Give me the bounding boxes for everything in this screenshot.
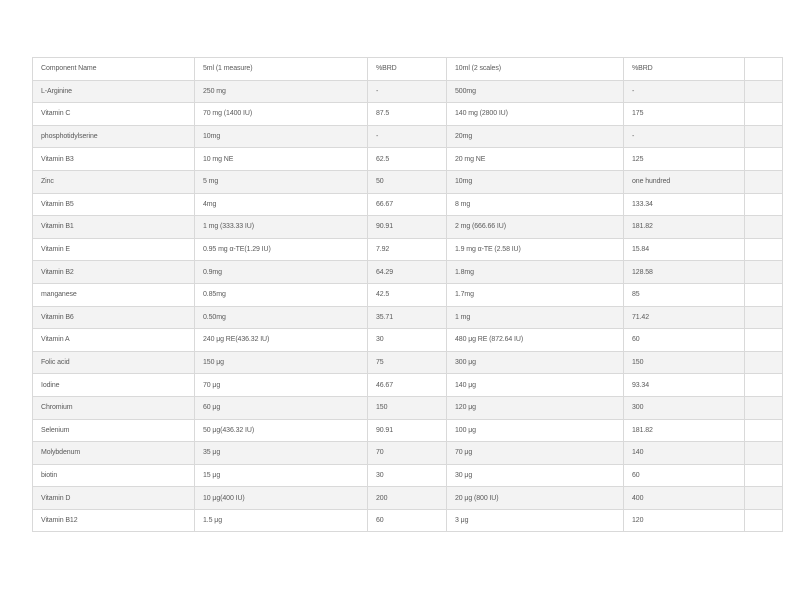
cell-amount-5ml: 35 μg — [195, 442, 368, 465]
table-row — [33, 487, 783, 510]
cell-component-name: Vitamin A — [33, 329, 195, 352]
table-row — [33, 283, 783, 306]
table-row — [33, 442, 783, 465]
cell-brd-5ml: 30 — [368, 329, 447, 352]
cell-amount-10ml: 10mg — [447, 170, 624, 193]
cell-amount-10ml: 500mg — [447, 80, 624, 103]
cell-brd-5ml: 30 — [368, 464, 447, 487]
cell-extra — [745, 329, 783, 352]
header-cell-amount-10ml: 10ml (2 scales) — [447, 58, 624, 81]
cell-brd-10ml: 120 — [624, 509, 745, 532]
cell-brd-10ml: 133.34 — [624, 193, 745, 216]
cell-amount-10ml: 300 μg — [447, 351, 624, 374]
cell-component-name: Zinc — [33, 170, 195, 193]
cell-component-name: Vitamin B3 — [33, 148, 195, 171]
cell-extra — [745, 283, 783, 306]
cell-brd-5ml: 35.71 — [368, 306, 447, 329]
cell-brd-5ml: - — [368, 125, 447, 148]
header-cell-extra — [745, 58, 783, 81]
cell-amount-10ml: 1.8mg — [447, 261, 624, 284]
header-cell-component-name: Component Name — [33, 58, 195, 81]
cell-extra — [745, 306, 783, 329]
header-cell-brd-10ml: %BRD — [624, 58, 745, 81]
nutrition-table-container — [32, 57, 782, 532]
table-row — [33, 148, 783, 171]
cell-amount-5ml: 250 mg — [195, 80, 368, 103]
cell-component-name: Vitamin B12 — [33, 509, 195, 532]
table-header-row — [33, 58, 783, 81]
cell-amount-5ml: 0.85mg — [195, 283, 368, 306]
cell-amount-10ml: 20 μg (800 IU) — [447, 487, 624, 510]
cell-amount-5ml: 150 μg — [195, 351, 368, 374]
cell-component-name: Molybdenum — [33, 442, 195, 465]
cell-brd-10ml: 128.58 — [624, 261, 745, 284]
cell-brd-5ml: 66.67 — [368, 193, 447, 216]
cell-brd-5ml: 70 — [368, 442, 447, 465]
table-row — [33, 464, 783, 487]
cell-brd-10ml: 181.82 — [624, 419, 745, 442]
header-cell-brd-5ml: %BRD — [368, 58, 447, 81]
cell-brd-10ml: 150 — [624, 351, 745, 374]
table-row — [33, 238, 783, 261]
cell-component-name: Chromium — [33, 396, 195, 419]
cell-amount-5ml: 15 μg — [195, 464, 368, 487]
cell-extra — [745, 103, 783, 126]
cell-component-name: Vitamin B5 — [33, 193, 195, 216]
cell-extra — [745, 193, 783, 216]
cell-brd-5ml: 62.5 — [368, 148, 447, 171]
cell-amount-10ml: 8 mg — [447, 193, 624, 216]
cell-amount-10ml: 120 μg — [447, 396, 624, 419]
cell-brd-10ml: 140 — [624, 442, 745, 465]
cell-amount-10ml: 3 μg — [447, 509, 624, 532]
cell-extra — [745, 80, 783, 103]
cell-amount-10ml: 20 mg NE — [447, 148, 624, 171]
cell-brd-10ml: 71.42 — [624, 306, 745, 329]
cell-amount-5ml: 50 μg(436.32 IU) — [195, 419, 368, 442]
cell-amount-5ml: 0.95 mg α-TE(1.29 IU) — [195, 238, 368, 261]
cell-brd-10ml: 85 — [624, 283, 745, 306]
cell-amount-5ml: 5 mg — [195, 170, 368, 193]
cell-extra — [745, 261, 783, 284]
cell-extra — [745, 170, 783, 193]
cell-amount-5ml: 10 mg NE — [195, 148, 368, 171]
cell-extra — [745, 419, 783, 442]
cell-component-name: Vitamin D — [33, 487, 195, 510]
cell-component-name: Iodine — [33, 374, 195, 397]
cell-brd-5ml: 87.5 — [368, 103, 447, 126]
table-row — [33, 170, 783, 193]
cell-extra — [745, 464, 783, 487]
cell-amount-5ml: 0.50mg — [195, 306, 368, 329]
nutrition-table — [32, 57, 783, 532]
cell-amount-5ml: 10mg — [195, 125, 368, 148]
cell-brd-10ml: 60 — [624, 329, 745, 352]
cell-extra — [745, 396, 783, 419]
cell-amount-5ml: 70 mg (1400 IU) — [195, 103, 368, 126]
cell-amount-10ml: 140 mg (2800 IU) — [447, 103, 624, 126]
cell-brd-5ml: 42.5 — [368, 283, 447, 306]
cell-brd-10ml: - — [624, 80, 745, 103]
cell-brd-5ml: 60 — [368, 509, 447, 532]
cell-brd-10ml: 93.34 — [624, 374, 745, 397]
cell-amount-10ml: 1 mg — [447, 306, 624, 329]
cell-brd-5ml: - — [368, 80, 447, 103]
cell-amount-5ml: 240 μg RE(436.32 IU) — [195, 329, 368, 352]
cell-amount-5ml: 60 μg — [195, 396, 368, 419]
table-row — [33, 329, 783, 352]
cell-extra — [745, 487, 783, 510]
cell-amount-5ml: 10 μg(400 IU) — [195, 487, 368, 510]
cell-extra — [745, 238, 783, 261]
cell-brd-5ml: 200 — [368, 487, 447, 510]
table-row — [33, 80, 783, 103]
cell-brd-10ml: 60 — [624, 464, 745, 487]
cell-component-name: phosphotidylserine — [33, 125, 195, 148]
table-row — [33, 125, 783, 148]
cell-amount-10ml: 2 mg (666.66 IU) — [447, 216, 624, 239]
cell-brd-5ml: 150 — [368, 396, 447, 419]
table-row — [33, 374, 783, 397]
cell-brd-10ml: one hundred — [624, 170, 745, 193]
cell-component-name: Folic acid — [33, 351, 195, 374]
cell-component-name: Vitamin B6 — [33, 306, 195, 329]
table-row — [33, 419, 783, 442]
table-row — [33, 193, 783, 216]
cell-brd-10ml: - — [624, 125, 745, 148]
cell-amount-10ml: 480 μg RE (872.64 IU) — [447, 329, 624, 352]
cell-extra — [745, 374, 783, 397]
cell-amount-10ml: 140 μg — [447, 374, 624, 397]
cell-brd-5ml: 64.29 — [368, 261, 447, 284]
cell-brd-5ml: 90.91 — [368, 216, 447, 239]
cell-brd-5ml: 90.91 — [368, 419, 447, 442]
cell-amount-10ml: 30 μg — [447, 464, 624, 487]
cell-component-name: Vitamin B1 — [33, 216, 195, 239]
table-row — [33, 306, 783, 329]
cell-amount-5ml: 0.9mg — [195, 261, 368, 284]
cell-brd-10ml: 125 — [624, 148, 745, 171]
cell-component-name: Vitamin E — [33, 238, 195, 261]
cell-extra — [745, 351, 783, 374]
cell-component-name: L-Arginine — [33, 80, 195, 103]
cell-brd-5ml: 75 — [368, 351, 447, 374]
cell-amount-10ml: 70 μg — [447, 442, 624, 465]
cell-amount-10ml: 1.9 mg α-TE (2.58 IU) — [447, 238, 624, 261]
cell-brd-10ml: 400 — [624, 487, 745, 510]
table-row — [33, 216, 783, 239]
cell-amount-10ml: 100 μg — [447, 419, 624, 442]
cell-amount-5ml: 1.5 μg — [195, 509, 368, 532]
cell-brd-5ml: 46.67 — [368, 374, 447, 397]
cell-brd-10ml: 175 — [624, 103, 745, 126]
cell-amount-10ml: 1.7mg — [447, 283, 624, 306]
cell-component-name: biotin — [33, 464, 195, 487]
cell-amount-5ml: 1 mg (333.33 IU) — [195, 216, 368, 239]
table-row — [33, 396, 783, 419]
cell-brd-10ml: 300 — [624, 396, 745, 419]
nutrition-table-body — [33, 58, 783, 532]
cell-component-name: manganese — [33, 283, 195, 306]
cell-brd-10ml: 181.82 — [624, 216, 745, 239]
cell-extra — [745, 148, 783, 171]
table-row — [33, 261, 783, 284]
cell-extra — [745, 216, 783, 239]
cell-component-name: Vitamin C — [33, 103, 195, 126]
cell-brd-5ml: 50 — [368, 170, 447, 193]
cell-brd-5ml: 7.92 — [368, 238, 447, 261]
table-row — [33, 351, 783, 374]
cell-amount-5ml: 4mg — [195, 193, 368, 216]
cell-extra — [745, 442, 783, 465]
table-row — [33, 103, 783, 126]
table-row — [33, 509, 783, 532]
cell-brd-10ml: 15.84 — [624, 238, 745, 261]
cell-amount-10ml: 20mg — [447, 125, 624, 148]
header-cell-amount-5ml: 5ml (1 measure) — [195, 58, 368, 81]
cell-component-name: Vitamin B2 — [33, 261, 195, 284]
cell-extra — [745, 509, 783, 532]
cell-extra — [745, 125, 783, 148]
cell-component-name: Selenium — [33, 419, 195, 442]
cell-amount-5ml: 70 μg — [195, 374, 368, 397]
